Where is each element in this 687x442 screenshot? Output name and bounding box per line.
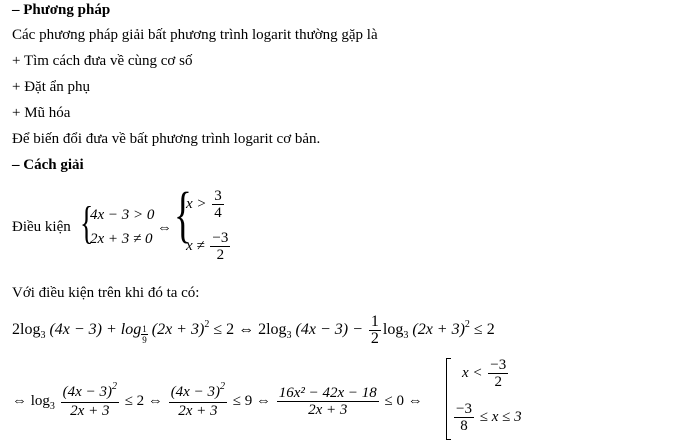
- fraction: $\frac{-3}{2}$: [212, 230, 229, 263]
- condition-label: Điều kiện: [12, 219, 71, 235]
- equiv-sign: ⇔: [157, 220, 172, 236]
- equation-2: ⇔ $\log_3$ $\frac{(4x - 3)^2}{2x + 3}$ ≤ 2 ⇔ $\frac{(4x - 3)^2}{2x + 3}$ ≤ 9 ⇔ $\frac{\text{16x² − 42x − 18}}{2x + 3}$ ≤ 0 ⇔: [12, 381, 423, 419]
- method-item-1: + Tìm cách đưa về cùng cơ số: [12, 53, 193, 69]
- method-item-3: + Mũ hóa: [12, 105, 71, 121]
- fraction: $\frac{1}{9}$: [142, 324, 147, 345]
- fraction: $\frac{-3}{8}$: [456, 401, 472, 434]
- result-1: x > $\frac{3}{4}$: [186, 188, 222, 221]
- union-bracket-icon: [446, 358, 451, 440]
- heading-method: – Phương pháp: [12, 2, 111, 18]
- with-condition: Với điều kiện trên khi đó ta có:: [12, 285, 200, 301]
- fraction: $\frac{(4x - 3)^2}{2x + 3}$: [170, 381, 225, 419]
- method-item-2: + Đặt ẩn phụ: [12, 79, 91, 95]
- left-brace-icon: {: [174, 181, 192, 249]
- condition-2: 2x + 3 ≠ 0: [90, 231, 153, 247]
- method-intro: Các phương pháp giải bất phương trình logarit thường gặp là: [12, 27, 378, 43]
- fraction: $\frac{1}{2}$: [370, 313, 379, 347]
- condition-1: 4x − 3 > 0: [90, 207, 155, 223]
- final-result-1: x < $\frac{-3}{2}$: [462, 357, 507, 390]
- equation-1: $2\log_3$ (4x − 3) + log $\frac{1}{9}$ $(2x + 3)^2 \le 2$ ⇔ $2\log_3$ (4x − 3) − $\frac{1}{2}$ $\log_3 (2x + 3)^2 \le 2$: [12, 313, 495, 347]
- heading-solution: – Cách giải: [12, 157, 84, 173]
- left-brace-icon: {: [80, 197, 94, 248]
- fraction: $\frac{-3}{2}$: [490, 357, 507, 390]
- fraction: $\frac{(4x - 3)^2}{2x + 3}$: [62, 381, 117, 419]
- final-result-2: $\frac{-3}{8}$ ≤ x ≤ 3: [456, 401, 522, 434]
- result-2: x ≠ $\frac{-3}{2}$: [186, 230, 229, 263]
- fraction: $\frac{3}{4}$: [214, 188, 222, 221]
- method-outro: Để biến đổi đưa về bất phương trình logarit cơ bản.: [12, 131, 321, 147]
- fraction: $\frac{\text{16x² − 42x − 18}}{2x + 3}$: [278, 385, 377, 418]
